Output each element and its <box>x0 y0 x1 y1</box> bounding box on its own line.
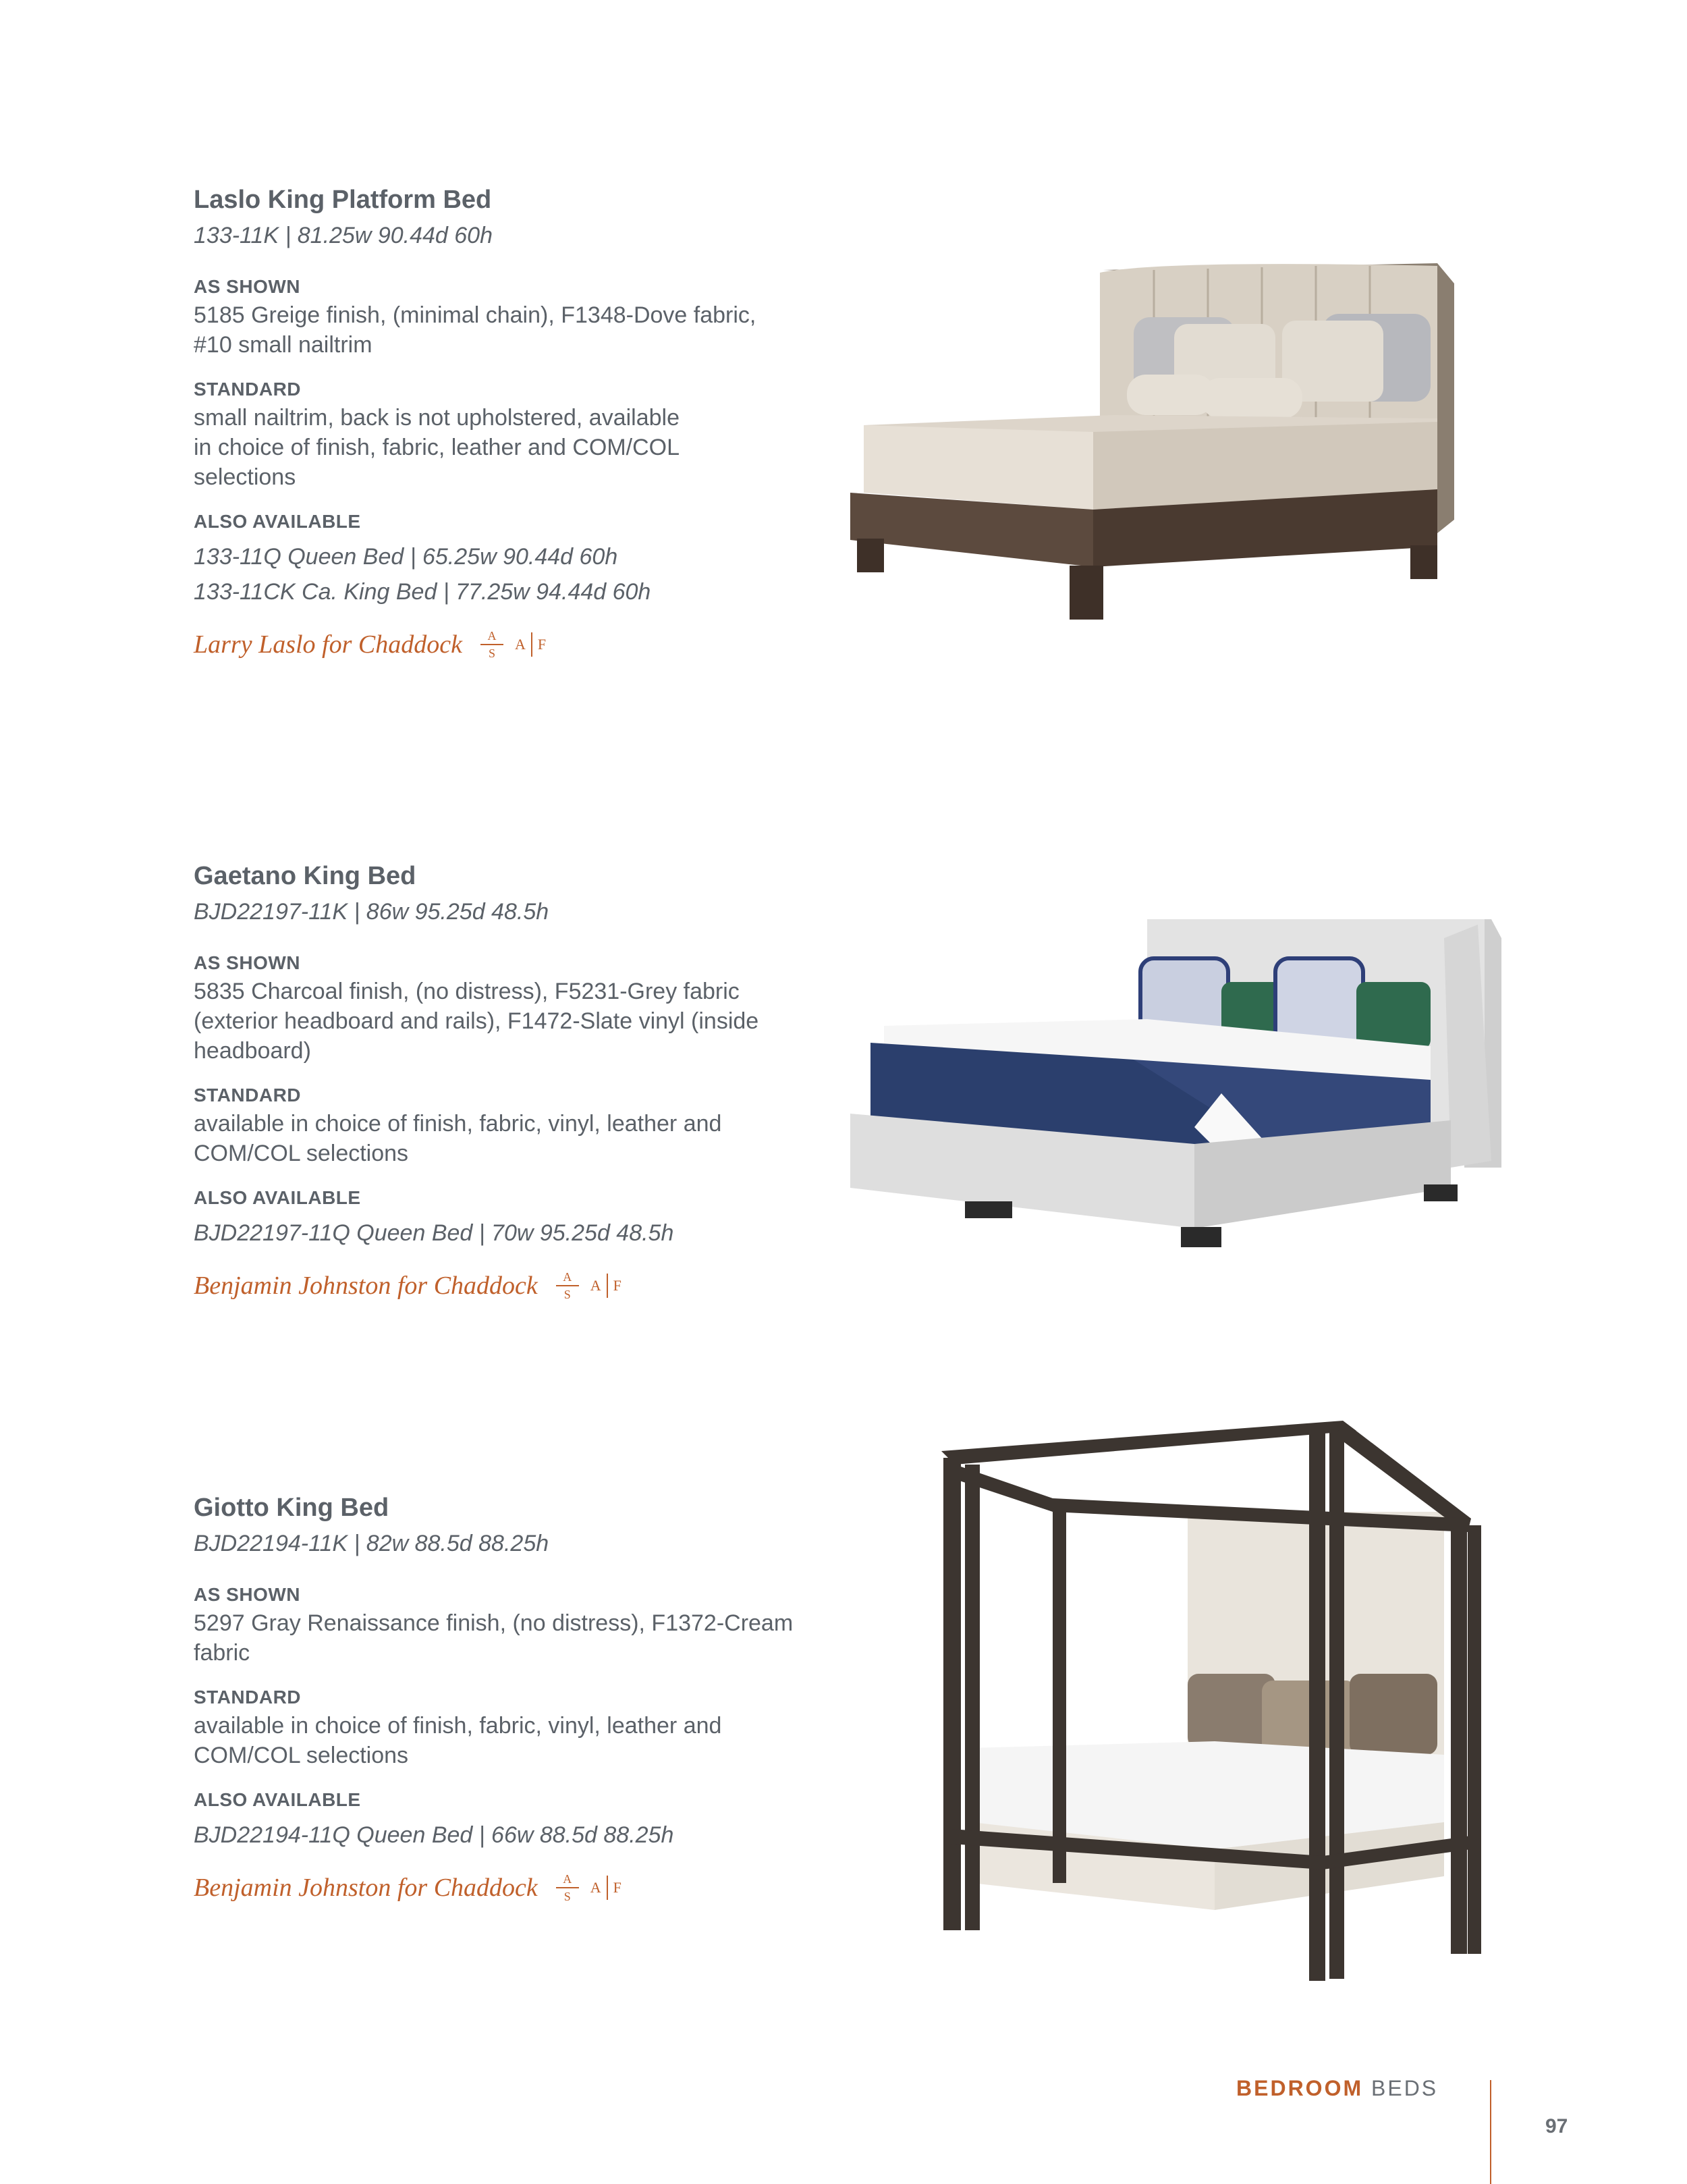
also-available-item: 133-11Q Queen Bed | 65.25w 90.44d 60h <box>194 544 618 570</box>
designer-name: Benjamin Johnston for Chaddock <box>194 1874 538 1902</box>
also-available-label: ALSO AVAILABLE <box>194 1789 361 1810</box>
as-shown-text <box>194 977 882 1066</box>
gaetano-bed-image <box>844 911 1505 1249</box>
af-logo-icon <box>478 630 546 659</box>
logo-af-right: F <box>613 1879 621 1896</box>
logo-s: S <box>488 647 495 660</box>
text-line: available in choice of finish, fabric, vinyl, leather and <box>194 1111 722 1137</box>
text-line: 5835 Charcoal finish, (no distress), F5231-Grey fabric <box>194 979 740 1004</box>
also-available-label: ALSO AVAILABLE <box>194 1187 361 1208</box>
designer-row <box>194 1271 882 1301</box>
logo-a: A <box>563 1872 572 1886</box>
as-shown-label: AS SHOWN <box>194 276 300 297</box>
standard-text <box>194 1711 882 1770</box>
as-shown-text <box>194 1608 882 1668</box>
af-logo-icon <box>554 1873 621 1903</box>
laslo-bed-image <box>844 256 1464 641</box>
as-shown-text <box>194 300 882 360</box>
section-rest: BEDS <box>1371 2076 1439 2100</box>
designer-name: Larry Laslo for Chaddock <box>194 630 462 659</box>
text-line: in choice of finish, fabric, leather and COM/COL <box>194 435 680 460</box>
logo-s: S <box>563 1890 571 1903</box>
text-line: available in choice of finish, fabric, vinyl, leather and <box>194 1713 722 1739</box>
product-sku: BJD22197-11K | 86w 95.25d 48.5h <box>194 899 549 925</box>
logo-af-right: F <box>613 1277 621 1294</box>
page-number: 97 <box>1545 2115 1568 2137</box>
standard-label: STANDARD <box>194 1085 302 1105</box>
designer-row <box>194 1873 882 1903</box>
logo-af-left: A <box>590 1879 601 1896</box>
text-line: headboard) <box>194 1038 311 1064</box>
also-available-item: BJD22197-11Q Queen Bed | 70w 95.25d 48.5h <box>194 1220 674 1246</box>
logo-a: A <box>487 629 497 643</box>
text-line: fabric <box>194 1640 250 1666</box>
also-available-item: BJD22194-11Q Queen Bed | 66w 88.5d 88.25h <box>194 1822 674 1848</box>
also-available-label: ALSO AVAILABLE <box>194 511 361 532</box>
designer-row <box>194 630 882 659</box>
text-line: (exterior headboard and rails), F1472-Slate vinyl (inside <box>194 1008 759 1034</box>
product-sku: BJD22194-11K | 82w 88.5d 88.25h <box>194 1531 549 1556</box>
as-shown-label: AS SHOWN <box>194 952 300 973</box>
text-line: 5297 Gray Renaissance finish, (no distress), F1372-Cream <box>194 1610 794 1636</box>
product-title: Giotto King Bed <box>194 1494 389 1522</box>
text-line: small nailtrim, back is not upholstered, available <box>194 405 680 431</box>
logo-af-right: F <box>537 636 547 653</box>
product-title: Laslo King Platform Bed <box>194 186 492 214</box>
product-gaetano-king-bed <box>194 862 882 1301</box>
text-line: COM/COL selections <box>194 1141 409 1166</box>
standard-text <box>194 403 882 492</box>
text-line: 5185 Greige finish, (minimal chain), F1348-Dove fabric, <box>194 302 756 328</box>
footer-divider <box>1490 2080 1491 2184</box>
product-title: Gaetano King Bed <box>194 862 416 890</box>
logo-s: S <box>563 1288 571 1301</box>
text-line: #10 small nailtrim <box>194 332 372 358</box>
standard-label: STANDARD <box>194 1687 302 1708</box>
also-available-item: 133-11CK Ca. King Bed | 77.25w 94.44d 60h <box>194 579 651 605</box>
product-sku: 133-11K | 81.25w 90.44d 60h <box>194 223 493 248</box>
logo-a: A <box>563 1270 572 1284</box>
af-logo-icon <box>554 1271 621 1301</box>
logo-af-left: A <box>514 636 526 653</box>
designer-name: Benjamin Johnston for Chaddock <box>194 1272 538 1300</box>
product-giotto-king-bed <box>194 1494 882 1903</box>
as-shown-label: AS SHOWN <box>194 1584 300 1605</box>
text-line: COM/COL selections <box>194 1743 409 1768</box>
standard-label: STANDARD <box>194 379 302 400</box>
giotto-bed-image <box>931 1417 1485 1984</box>
section-label <box>1236 2076 1438 2101</box>
standard-text <box>194 1109 882 1168</box>
product-laslo-king-platform-bed <box>194 186 882 659</box>
section-accent: BEDROOM <box>1236 2076 1364 2100</box>
logo-af-left: A <box>590 1277 601 1294</box>
text-line: selections <box>194 464 296 490</box>
